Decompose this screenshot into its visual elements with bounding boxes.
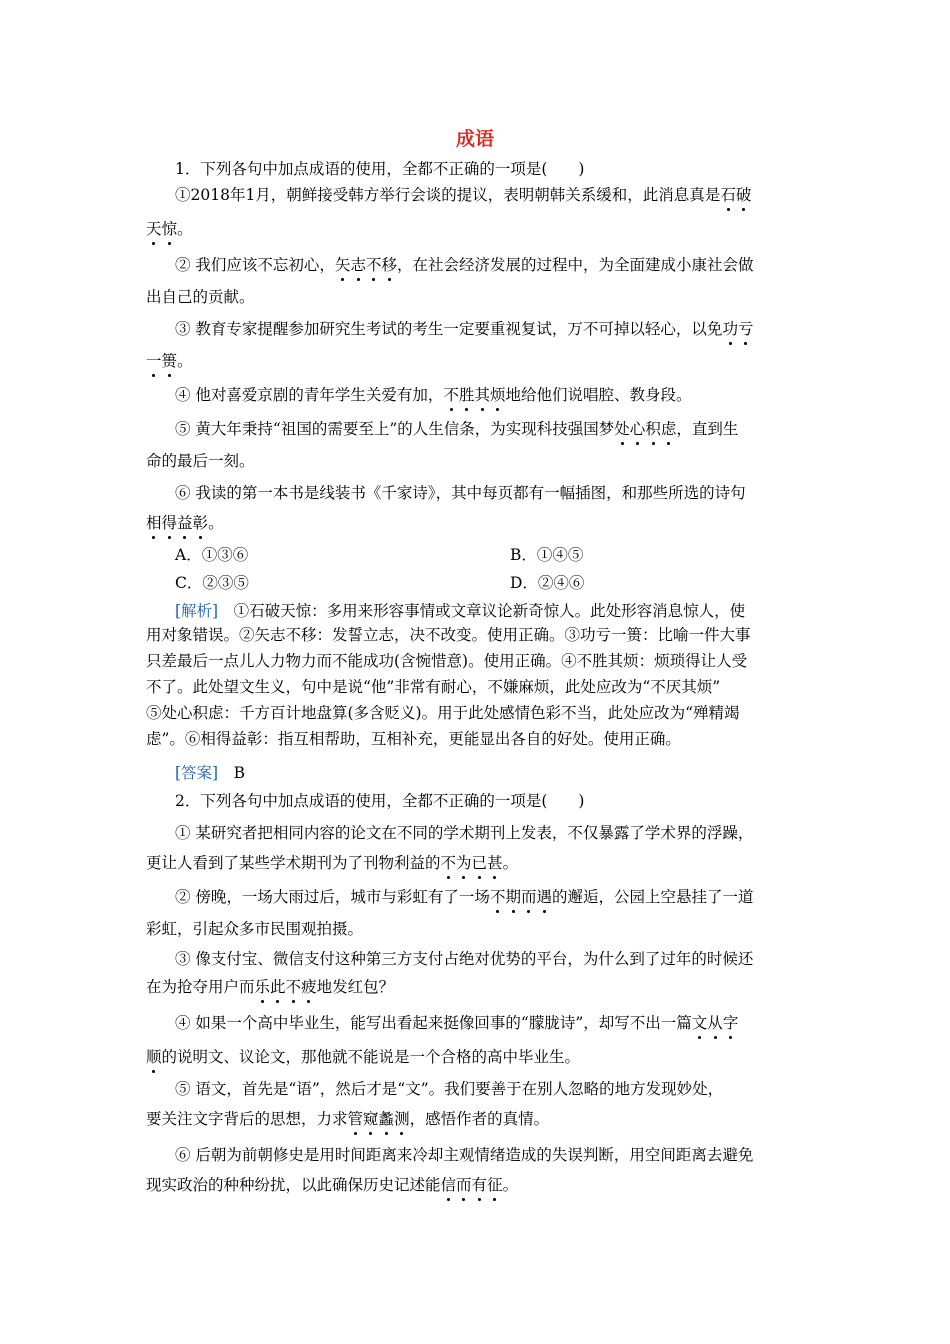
q1-sentence-1: ①2018年1月，朝鲜接受韩方举行会谈的提议，表明朝韩关系缓和，此消息真是石破 [175,186,752,204]
answer-tag: [答案] [175,764,219,782]
option-d: D．②④⑥ [510,574,585,592]
q2-sentence-5: ⑤ 语文，首先是“语”，然后才是“文”。我们要善于在别人忽略的地方发现妙处， [175,1080,724,1098]
analysis-tag: [解析] [175,602,219,620]
dotted-idiom: 相得益彰 [146,514,209,532]
q1-sentence-5-cont: 命的最后一刻。 [146,452,255,470]
dotted-idiom: 功亏 [722,320,754,338]
dotted-idiom: 处心积虑 [614,420,677,438]
q2-sentence-6: ⑥ 后朝为前朝修史是用时间距离来冷却主观情绪造成的失误判断，用空间距离去避免 [175,1146,754,1164]
q1-sentence-1-cont: 天惊。 [146,220,193,238]
question-2-stem: 2．下列各句中加点成语的使用，全都不正确的一项是( ) [175,792,585,810]
dotted-idiom: 一篑 [146,352,178,370]
q2-sentence-1-cont: 更让人看到了某些学术期刊为了刊物利益的不为已甚。 [146,854,519,872]
q2-sentence-2: ② 傍晚，一场大雨过后，城市与彩虹有了一场不期而遇的邂逅，公园上空悬挂了一道 [175,888,754,906]
dotted-idiom: 乐此不疲 [254,978,317,996]
q2-sentence-2-cont: 彩虹，引起众多市民围观拍摄。 [146,920,364,938]
q2-sentence-5-cont: 要关注文字背后的思想，力求管窥蠡测，感悟作者的真情。 [146,1110,550,1128]
dotted-idiom: 不为已甚 [440,854,503,872]
dotted-idiom: 顺 [146,1048,162,1066]
q1-sentence-6: ⑥ 我读的第一本书是线装书《千家诗》，其中每页都有一幅插图，和那些所选的诗句 [175,484,746,502]
q1-sentence-5: ⑤ 黄大年秉持“祖国的需要至上”的人生信条，为实现科技强国梦处心积虑，直到生 [175,420,739,438]
q2-sentence-6-cont: 现实政治的种种纷扰，以此确保历史记述能信而有征。 [146,1176,519,1194]
dotted-idiom: 天惊 [146,220,178,238]
q1-sentence-6-cont: 相得益彰。 [146,514,224,532]
q2-sentence-1: ① 某研究者把相同内容的论文在不同的学术期刊上发表，不仅暴露了学术界的浮躁， [175,824,754,842]
q1-sentence-4: ④ 他对喜爱京剧的青年学生关爱有加，不胜其烦地给他们说唱腔、教身段。 [175,386,692,404]
dotted-idiom: 不胜其烦 [443,386,506,404]
analysis-line-3: 只差最后一点儿人力物力而不能成功(含惋惜意)。使用正确。④不胜其烦：烦琐得让人受 [146,652,748,670]
option-a: A．①③⑥ [175,546,249,564]
analysis-line-6: 虑”。⑥相得益彰：指互相帮助，互相补充，更能显出各自的好处。使用正确。 [146,730,681,748]
q1-sentence-3: ③ 教育专家提醒参加研究生考试的考生一定要重视复试，万不可掉以轻心，以免功亏 [175,320,754,338]
dotted-idiom: 管窥蠡测 [347,1110,410,1128]
dotted-idiom: 矢志不移 [334,256,397,274]
option-b: B．①④⑤ [510,546,584,564]
q2-sentence-3-cont: 在为抢夺用户而乐此不疲地发红包？ [146,978,395,996]
dotted-idiom: 文从字 [691,1014,739,1032]
dotted-idiom: 石破 [720,186,752,204]
question-1-stem: 1．下列各句中加点成语的使用，全都不正确的一项是( ) [175,160,585,178]
q1-sentence-3-cont: 一篑。 [146,352,193,370]
q2-sentence-3: ③ 像支付宝、微信支付这种第三方支付占绝对优势的平台，为什么到了过年的时候还 [175,950,754,968]
analysis-line-1: [解析] ①石破天惊：多用来形容事情或文章议论新奇惊人。此处形容消息惊人，使 [175,602,746,620]
analysis-line-4: 不了。此处望文生义，句中是说“他”非常有耐心，不嫌麻烦，此处应改为“不厌其烦” [146,678,721,696]
analysis-line-2: 用对象错误。②矢志不移：发誓立志，决不改变。使用正确。③功亏一篑：比喻一件大事 [146,626,751,644]
q1-sentence-2: ② 我们应该不忘初心，矢志不移，在社会经济发展的过程中，为全面建成小康社会做 [175,256,754,274]
answer-line [175,762,835,784]
q2-sentence-4: ④ 如果一个高中毕业生，能写出看起来挺像回事的“朦胧诗”，却写不出一篇文从字 [175,1014,739,1032]
page-title: 成语 [455,128,494,150]
q1-sentence-2-cont: 出自己的贡献。 [146,288,255,306]
dotted-idiom: 不期而遇 [489,888,552,906]
dotted-idiom: 信而有征 [440,1176,503,1194]
q2-sentence-4-cont: 顺的说明文、议论文，那他就不能说是一个合格的高中毕业生。 [146,1048,581,1066]
analysis-line-5: ⑤处心积虑：千方百计地盘算(多含贬义)。用于此处感情色彩不当，此处应改为“殚精竭 [146,704,740,722]
answer-value: B [233,764,246,782]
option-c: C．②③⑤ [175,574,249,592]
